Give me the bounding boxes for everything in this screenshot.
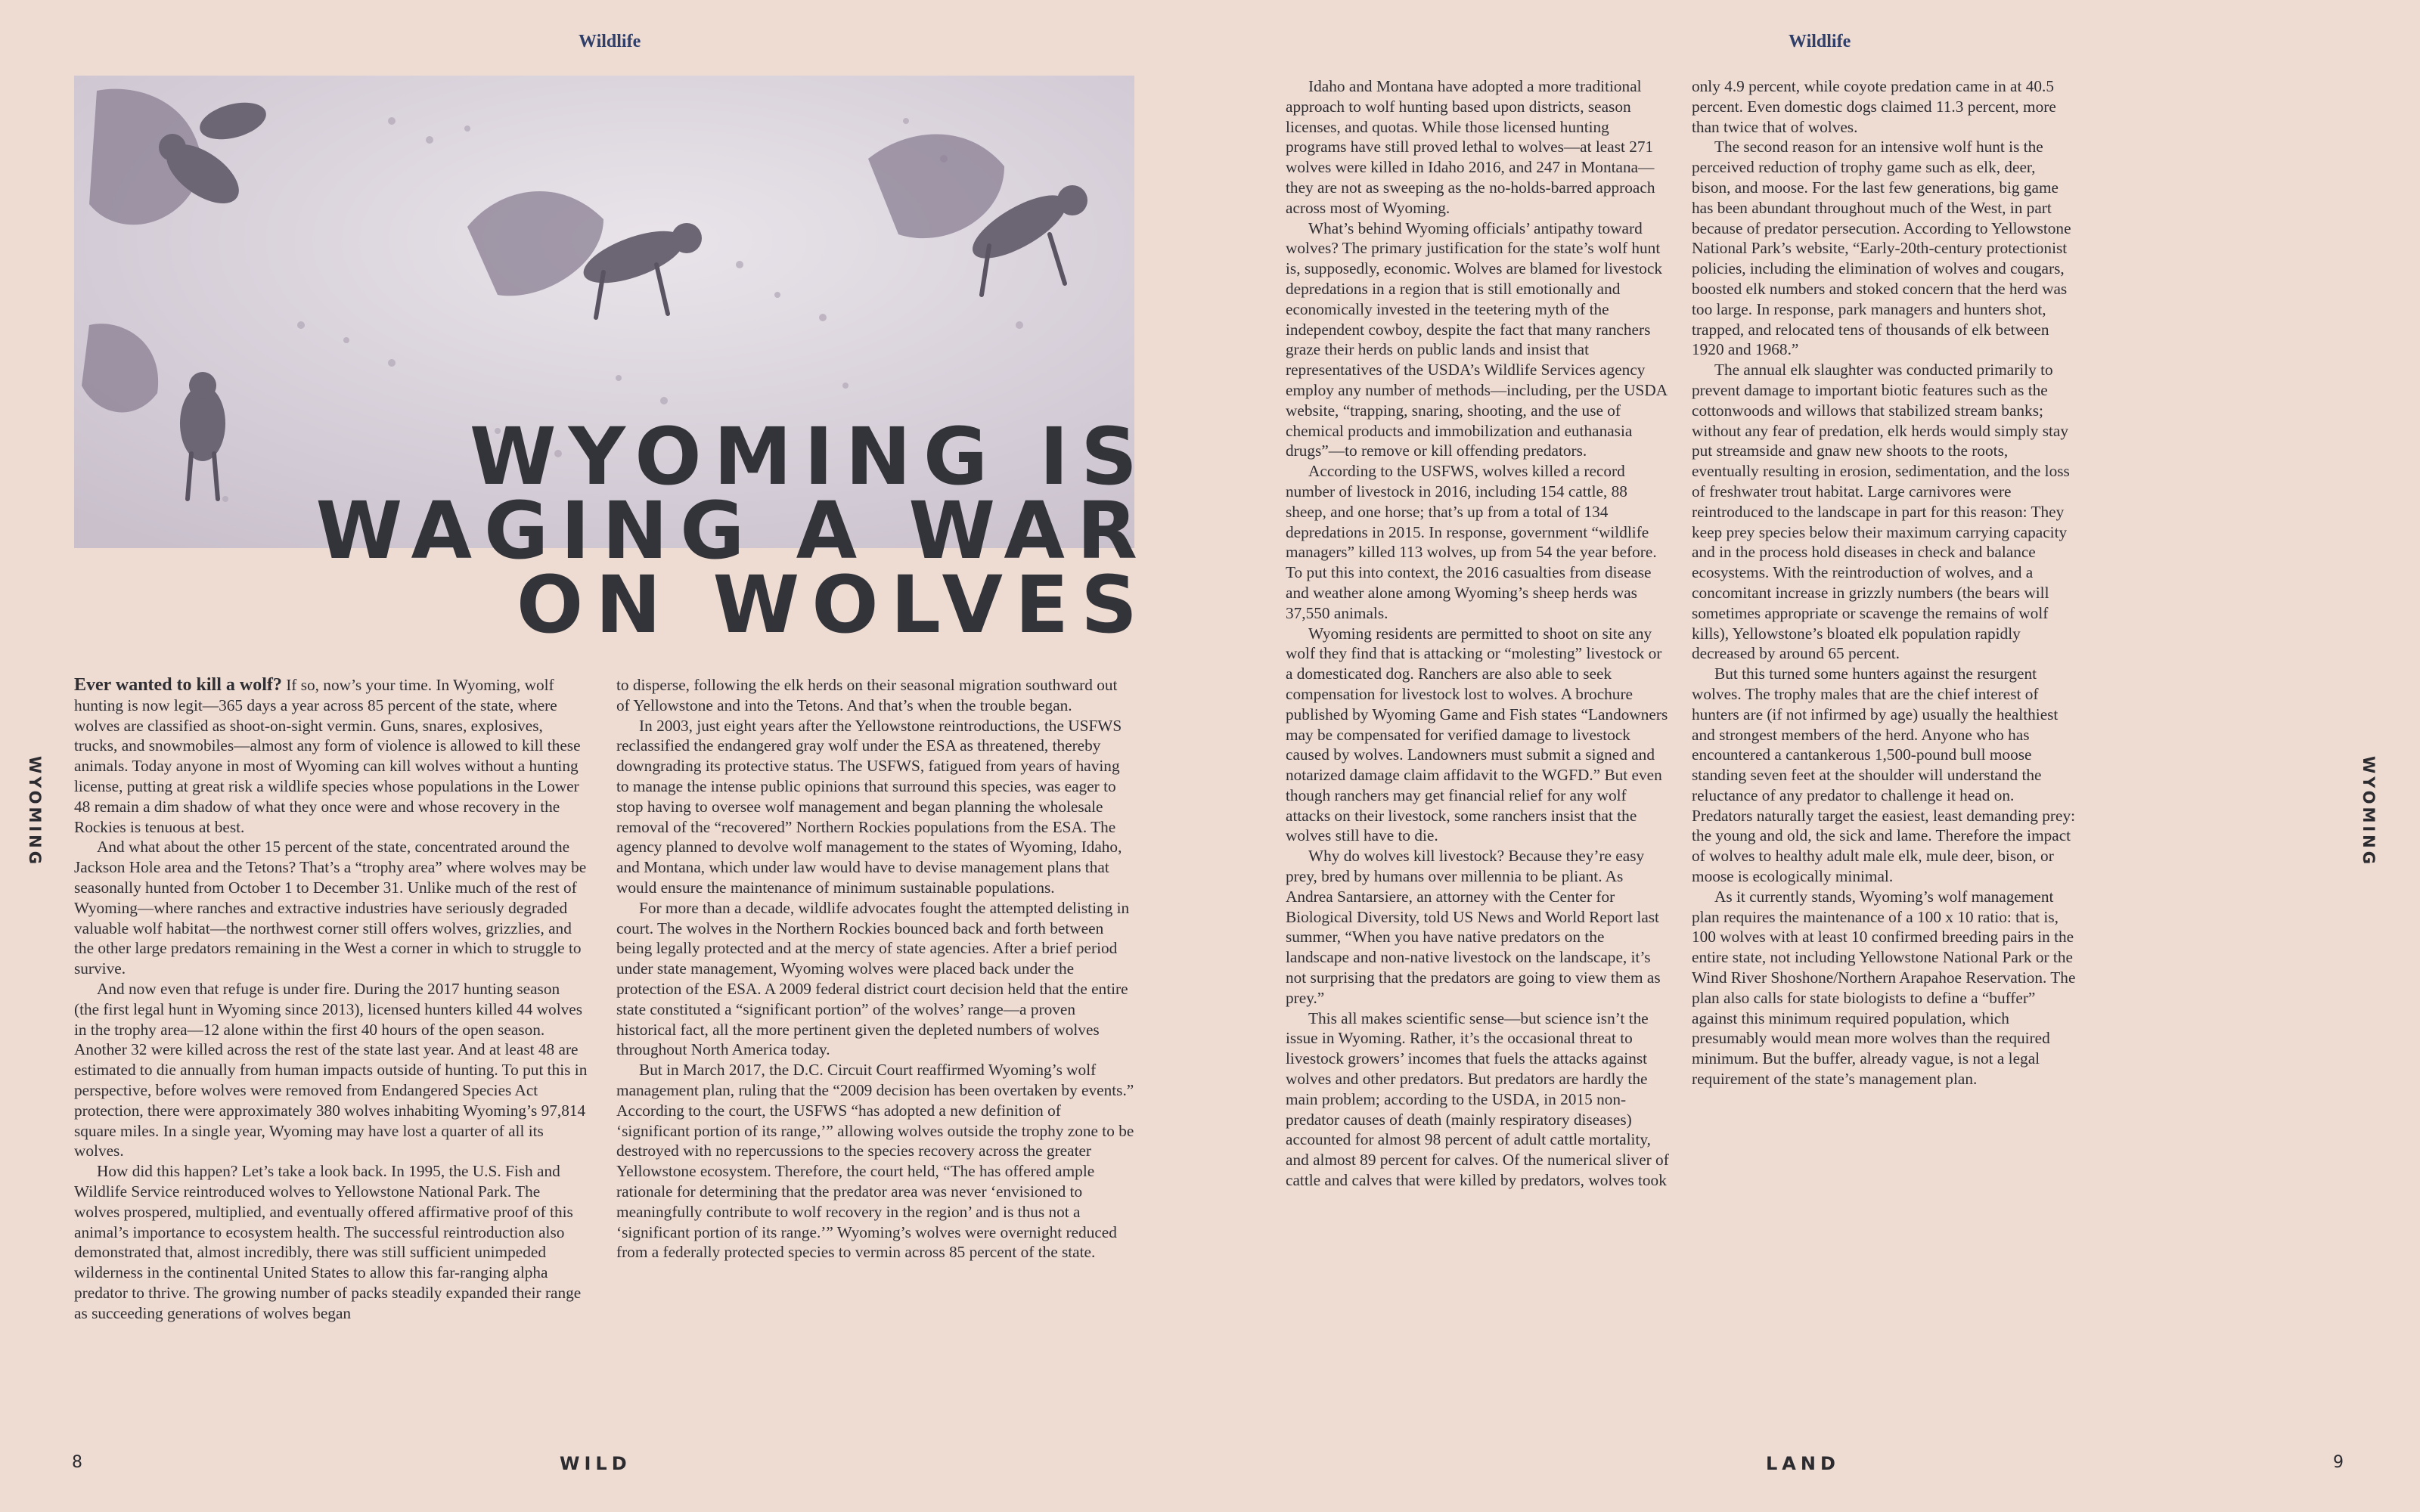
section-label-left: Wildlife <box>579 32 641 51</box>
article-paragraph: Wyoming residents are permitted to shoot on site any wolf they find that is attacking or “molesting” livestock or a domesticated dog. Ranchers are also able to seek compensation for livestock lost to wolves. A brochure published by Wyoming Game and Fish states “Landowners may be compensated for verified damage to livestock caused by wolves. Landowners must submit a signed and notarized damage claim affidavit to the WGFD.” But even though ranchers may get financial relief for any wolf attacks on their livestock, some ranchers insist that the wolves still have to die. <box>1286 624 1668 845</box>
headline-line-1: WYOMING IS <box>469 411 1150 503</box>
section-label-right: Wildlife <box>1789 32 1851 51</box>
article-paragraph: For more than a decade, wildlife advocates fought the attempted delisting in court. The wolves in the Northern Rockies bounced back and forth between being legally protected and at the mercy of state agencies. After a brief period under state management, Wyoming wolves were placed back under the protection of the ESA. A 2009 federal district court decision held that the entire state constituted a “significant portion” of the wolves’ range—a proven historical fact, all the more pertinent given the depleted numbers of wolves throughout North America today. <box>616 898 1130 1059</box>
headline-line-2: WAGING A WAR <box>315 485 1150 577</box>
article-paragraph: What’s behind Wyoming officials’ antipathy toward wolves? The primary justification for the state’s wolf hunt is, supposedly, economic. Wolves are blamed for livestock depredations in a region that is still emotionally and economically invested in the teetering myth of the independent cowboy, despite the fact that many ranchers graze their herds on public lands and insist that representatives of the USDA’s Wildlife Services agency employ any number of methods—including, per the USDA website, “trapping, snaring, shooting, and the use of chemical products and immobilization and euthanasia drugs”—to remove or kill offending predators. <box>1286 218 1667 460</box>
article-paragraph: Ever wanted to kill a wolf? If so, now’s your time. In Wyoming, wolf hunting is now legit—365 days a year across 85 percent of the state, where wolves are classified as shoot-on-sight vermin. Guns, snares, explosives, trucks, and snowmobiles—almost any form of violence is allowed to kill these animals. Today anyone in most of Wyoming can kill wolves without a hunting license, putting at great risk a wildlife species whose populations in the Lower 48 remain a dim shadow of what they once were and whose recovery in the Rockies is tenuous at best. <box>74 675 581 836</box>
article-paragraph: And what about the other 15 percent of the state, concentrated around the Jackson Hole area and the Tetons? That’s a “trophy area” where wolves may be seasonally hunted from October 1 to December 31. Unlike much of the rest of Wyoming—where ranches and extractive industries have seriously degraded valuable wolf habitat—the northwest corner still offers wolves, grizzlies, and the other large predators remaining in the West a corner in which to struggle to survive. <box>74 838 587 978</box>
article-paragraph: In 2003, just eight years after the Yellowstone reintroductions, the USFWS reclassified the endangered gray wolf under the ESA as threatened, thereby downgrading its protective status. The USFWS, fatigued from years of having to manage the intense public opinions that surround this species, was eager to stop having to oversee wolf management and began planning the wholesale removal of the “recovered” Northern Rockies populations from the ESA. The agency planned to devolve wolf management to the states of Wyoming, Idaho, and Montana, which under law would have to devise management plans that would ensure the maintenance of minimum sustainable populations. <box>616 716 1122 897</box>
article-paragraph: How did this happen? Let’s take a look back. In 1995, the U.S. Fish and Wildlife Service reintroduced wolves to Yellowstone National Park. The wolves prospered, multiplied, and eventually offered affirmative proof of this animal’s importance to ecosystem health. The successful reintroduction also demonstrated that, almost incredibly, there was still sufficient unimpeded wilderness in the continental United States to allow this far-ranging alpha predator to thrive. The growing number of packs steadily expanded their range as succeeding generations of wolves began <box>74 1162 582 1322</box>
article-column-4 <box>1692 76 2077 1089</box>
article-paragraph: As it currently stands, Wyoming’s wolf management plan requires the maintenance of a 100 x 10 ratio: that is, 100 wolves with at least 10 confirmed breeding pairs in the entire state, not including Yellowstone National Park or the Wind River Shoshone/Northern Arapahoe Reservation. The plan also calls for state biologists to define a “buffer” against this minimum required population, which presumably would mean more wolves than the required minimum. But the buffer, already vague, is not a legal requirement of the state’s management plan. <box>1692 887 2076 1089</box>
side-tab-left: WYOMING <box>26 756 44 867</box>
article-paragraph: The second reason for an intensive wolf hunt is the perceived reduction of trophy game such as elk, deer, bison, and moose. For the last few generations, big game has been abundant throughout much of the West, in part because of predator persecution. According to Yellowstone National Park’s website, “Early-20th-century protectionist policies, including the elimination of wolves and cougars, boosted elk numbers and stoked concern that the herd was too large. In response, park managers and hunters shot, trapped, and relocated tens of thousands of elk between 1920 and 1968.” <box>1692 138 2071 359</box>
headline-line-3: ON WOLVES <box>516 559 1150 651</box>
article-column-3 <box>1286 76 1671 1191</box>
page-number-right: 9 <box>2333 1453 2344 1472</box>
article-paragraph: only 4.9 percent, while coyote predation came in at 40.5 percent. Even domestic dogs claimed 11.3 percent, more than twice that of wolves. <box>1692 77 2056 136</box>
article-paragraph: Why do wolves kill livestock? Because they’re easy prey, bred by humans over millennia to be pliant. As Andrea Santarsiere, an attorney with the Center for Biological Diversity, told US News and World Report last summer, “When you have native predators on the landscape and non-native livestock on the landscape, it’s not surprising that the predators are going to view them as prey.” <box>1286 847 1661 1007</box>
article-paragraph: to disperse, following the elk herds on their seasonal migration southward out of Yellowstone and into the Tetons. And that’s when the trouble began. <box>616 676 1118 714</box>
article-column-1 <box>74 675 588 1324</box>
side-tab-right: WYOMING <box>2360 756 2378 867</box>
footer-word-right: LAND <box>1766 1453 1840 1474</box>
page-number-left: 8 <box>72 1453 82 1472</box>
article-paragraph: This all makes scientific sense—but science isn’t the issue in Wyoming. Rather, it’s the occasional threat to livestock growers’ incomes that fuels the attacks against wolves and other predators. But predators are hardly the main problem; according to the USDA, in 2015 non-predator causes of death (mainly respiratory diseases) accounted for almost 98 percent of adult cattle mortality, and almost 89 percent for calves. Of the numerical sliver of cattle and calves that were killed by predators, wolves took <box>1286 1009 1669 1190</box>
headline <box>166 411 1150 651</box>
article-column-2 <box>616 675 1134 1263</box>
article-paragraph: According to the USFWS, wolves killed a record number of livestock in 2016, including 154 cattle, 88 sheep, and one horse; that’s up from a total of 134 depredations in 2015. In response, government “wildlife managers” killed 113 wolves, up from 54 the year before. To put this into context, the 2016 casualties from disease and weather alone among Wyoming’s sheep herds was 37,550 animals. <box>1286 462 1657 622</box>
article-paragraph: Idaho and Montana have adopted a more traditional approach to wolf hunting based upon districts, season licenses, and quotas. While those licensed hunting programs have still proved lethal to wolves—at least 271 wolves were killed in Idaho 2016, and 247 in Montana—they are not as sweeping as the no-holds-barred approach across most of Wyoming. <box>1286 77 1655 217</box>
article-paragraph: The annual elk slaughter was conducted primarily to prevent damage to important biotic features such as the cottonwoods and willows that stabilized stream banks; without any fear of predation, elk herds would simply stay put streamside and gnaw new shoots to the roots, eventually resulting in erosion, sedimentation, and the loss of freshwater trout habitat. Large carnivores were reintroduced to the landscape in part for this reason: They keep prey species below their maximum carrying capacity and in the process hold diseases in check and balance ecosystems. With the reintroduction of wolves, and a concomitant increase in grizzly numbers (the bears will sometimes appropriate or scavenge the remains of wolf kills), Yellowstone’s bloated elk population rapidly decreased by around 65 percent. <box>1692 361 2070 663</box>
article-paragraph: But this turned some hunters against the resurgent wolves. The trophy males that are the chief interest of hunters are (if not infirmed by age) usually the healthiest and strongest members of the herd. Anyone who has encountered a cantankerous 1,500-pound bull moose standing seven feet at the shoulder will understand the reluctance of any predator to challenge it head on. Predators naturally target the easiest, least demanding prey: the young and old, the sick and lame. Therefore the impact of wolves to healthy adult male elk, mule deer, bison, or moose is ecologically minimal. <box>1692 665 2076 886</box>
article-paragraph: But in March 2017, the D.C. Circuit Court reaffirmed Wyoming’s wolf management plan, ruling that the “2009 decision has been overtaken by events.” According to the court, the USFWS “has adopted a new definition of ‘significant portion of its range,’” allowing wolves outside the trophy zone to be destroyed with no repercussions to the species recovery across the greater Yellowstone ecosystem. Therefore, the court held, “The has offered ample rationale for determining that the predator area was never ‘envisioned to meaningfully contribute to wolf recovery in the region’ and is thus not a ‘significant portion of its range.’” Wyoming’s wolves were overnight reduced from a federally protected species to vermin across 85 percent of the state. <box>616 1061 1134 1262</box>
article-lead-in: Ever wanted to kill a wolf? <box>74 675 282 695</box>
article-paragraph: And now even that refuge is under fire. During the 2017 hunting season (the first legal hunt in Wyoming since 2013), licensed hunters killed 44 wolves in the trophy area—12 alone within the first 40 hours of the open season. Another 32 were killed across the rest of the state last year. And at least 48 are estimated to die annually from human impacts outside of hunting. To put this in perspective, before wolves were removed from Endangered Species Act protection, there were approximately 380 wolves inhabiting Wyoming’s 97,814 square miles. In a single year, Wyoming may have lost a quarter of all its wolves. <box>74 979 588 1160</box>
footer-word-left: WILD <box>560 1453 631 1474</box>
